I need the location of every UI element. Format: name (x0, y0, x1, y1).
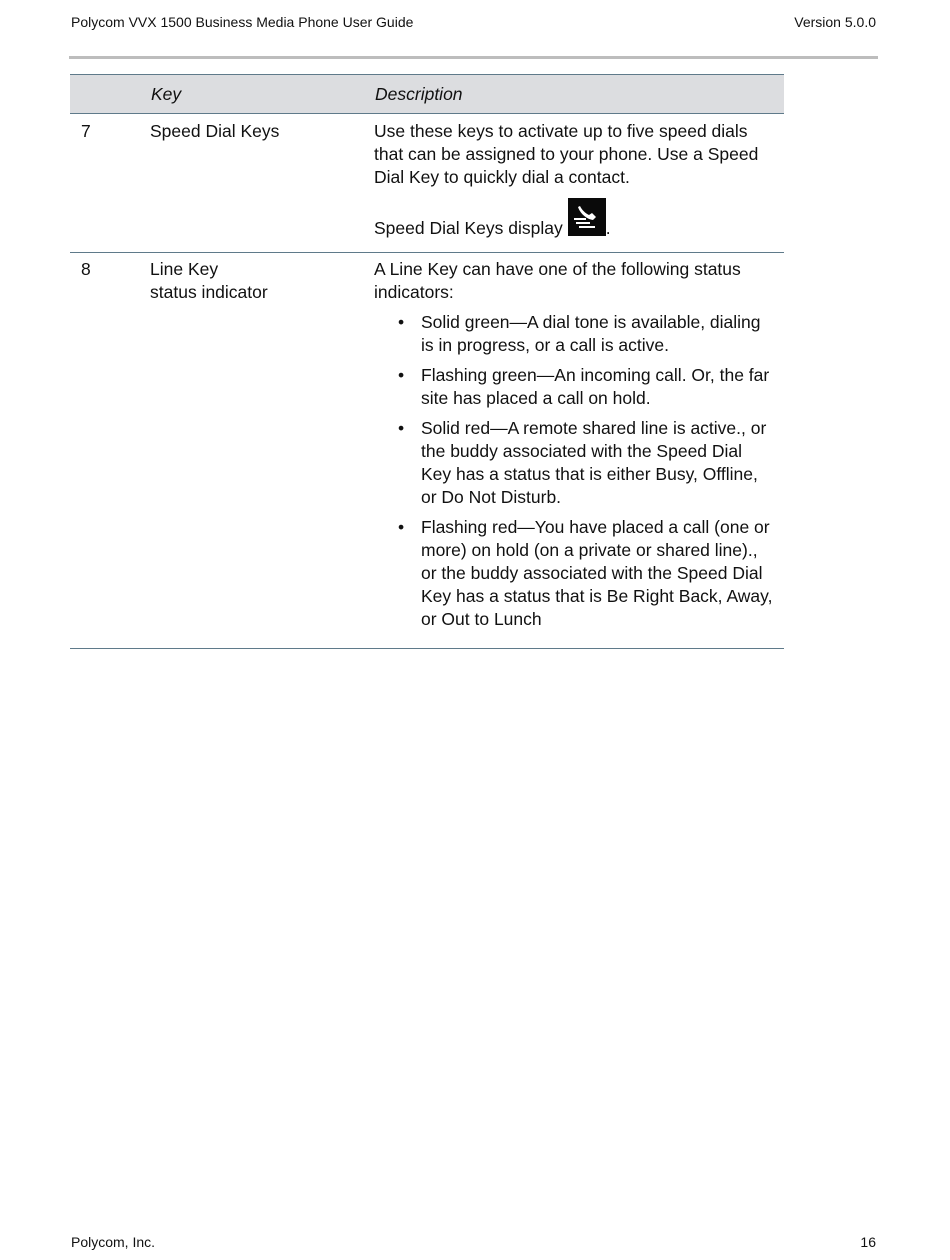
row-number: 7 (81, 121, 91, 141)
speed-dial-icon-graphic (568, 198, 606, 236)
speed-dial-display-label: Speed Dial Keys display (374, 218, 563, 238)
row-key (150, 258, 374, 304)
header-divider (69, 56, 878, 59)
column-header-description: Description (375, 83, 463, 104)
table-header-row (70, 74, 784, 114)
table-row (70, 114, 784, 253)
company-name: Polycom, Inc. (71, 1234, 156, 1250)
list-item-text: Flashing green—An incoming call. Or, the far site has placed a call on hold. (421, 365, 770, 408)
bullet-icon: • (398, 517, 405, 537)
list-item (374, 516, 776, 631)
list-item (374, 417, 776, 509)
document-version: Version 5.0.0 (794, 14, 876, 30)
status-indicator-list (374, 311, 776, 631)
speed-dial-display-period: . (605, 218, 611, 238)
bullet-icon: • (398, 365, 405, 385)
column-header-key: Key (151, 83, 182, 104)
document-title: Polycom VVX 1500 Business Media Phone User Guide (71, 14, 414, 30)
list-item-text: Solid green—A dial tone is available, dialing is in progress, or a call is active. (421, 312, 761, 355)
page-footer (71, 1232, 876, 1252)
row-number: 8 (81, 259, 91, 279)
row-key-line: Line Key (150, 259, 219, 279)
page-header (71, 12, 876, 32)
table-row (70, 253, 784, 649)
bullet-icon: • (398, 418, 405, 438)
speed-dial-icon (568, 198, 606, 236)
list-item-text: Flashing red—You have placed a call (one or more) on hold (on a private or shared line)., or the buddy associated with the Speed Dial Key has a status that is Be Right Back, Away, or Out to Lunch (421, 517, 773, 629)
row-key-line: status indicator (150, 282, 268, 302)
row-description (374, 120, 784, 240)
description-intro: A Line Key can have one of the following status indicators: (374, 259, 741, 302)
page-number: 16 (860, 1234, 876, 1250)
description-text: Use these keys to activate up to five speed dials that can be assigned to your phone. Use a Speed Dial Key to quickly dial a contact. (374, 121, 759, 187)
speed-dial-display-line (374, 198, 776, 240)
row-description (374, 258, 784, 638)
list-item-text: Solid red—A remote shared line is active., or the buddy associated with the Speed Dial Key has a status that is either Busy, Offline, or Do Not Disturb. (421, 418, 767, 507)
row-key: Speed Dial Keys (150, 121, 280, 141)
list-item (374, 311, 776, 357)
list-item (374, 364, 776, 410)
bullet-icon: • (398, 312, 405, 332)
key-description-table (70, 74, 784, 649)
